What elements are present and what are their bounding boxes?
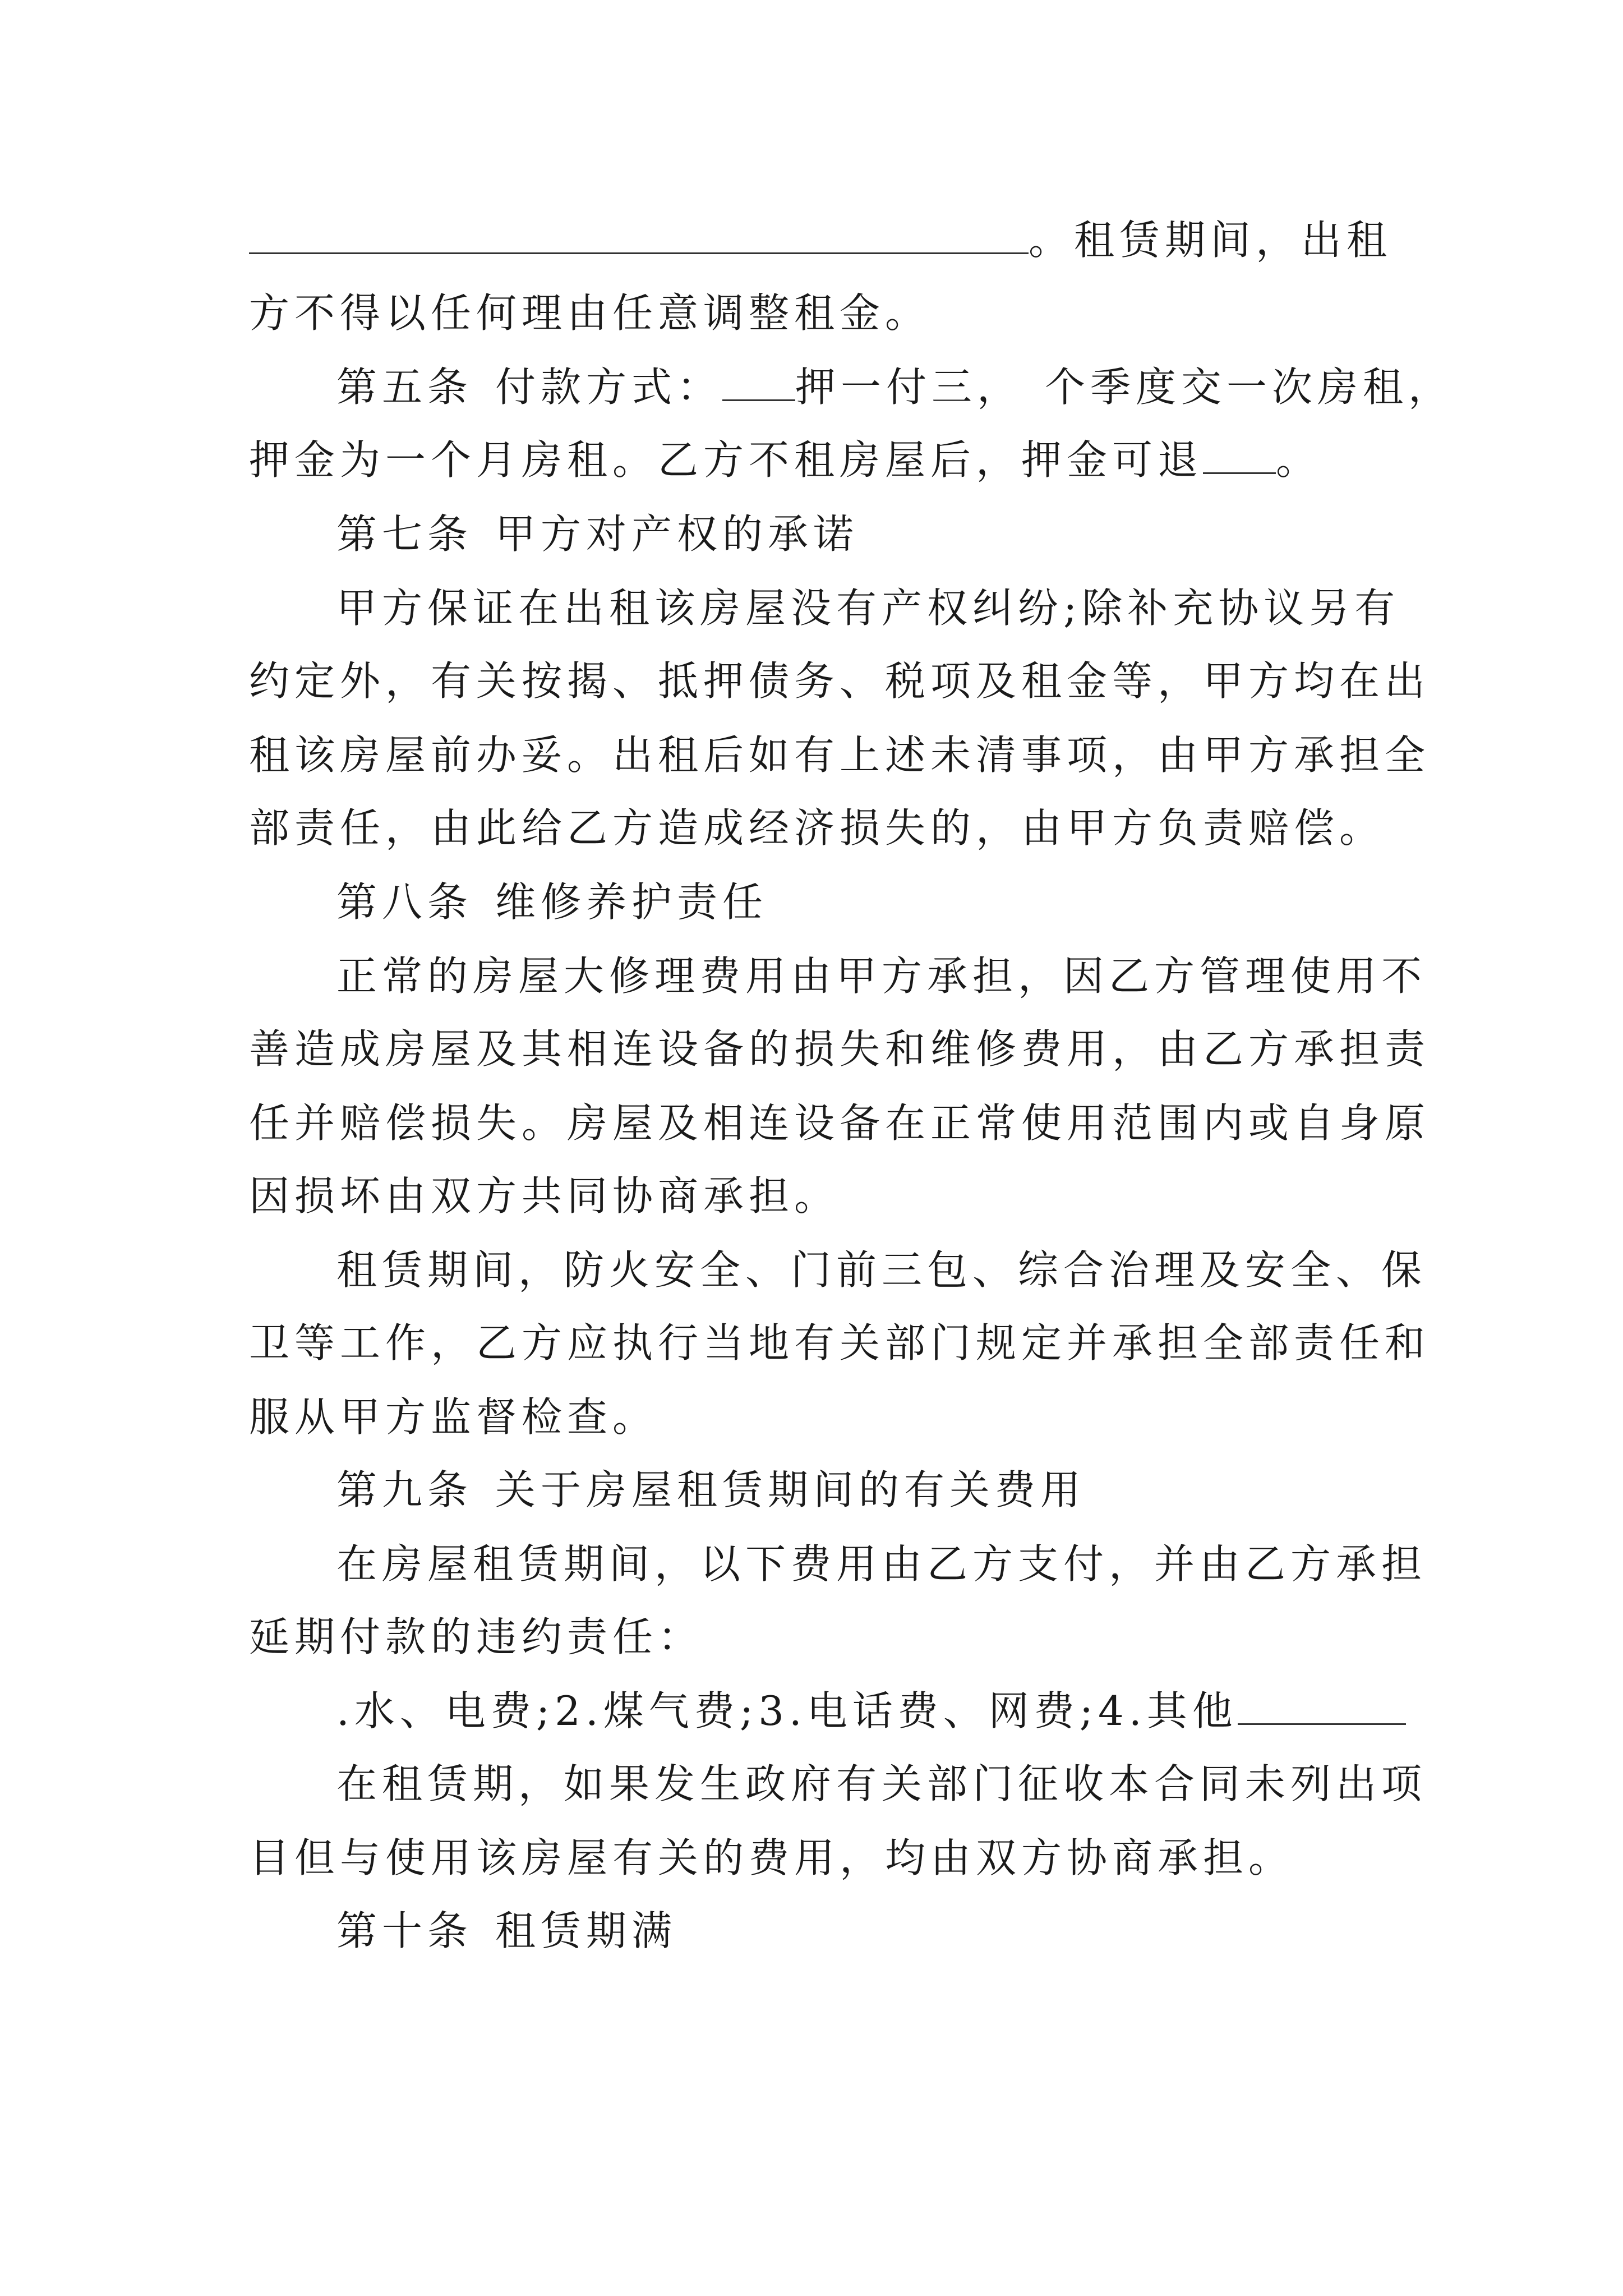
paragraph-line: [249, 1389, 1387, 1445]
paragraph-line: [336, 1536, 1427, 1592]
paragraph-line: [249, 1168, 1387, 1224]
clause-heading-7: [336, 506, 1387, 562]
paragraph-line: [249, 1609, 1387, 1665]
clause-heading-8: [336, 874, 1387, 930]
paragraph-line: [336, 948, 1427, 1004]
line-text: 租该房屋前办妥。出租后如有上述未清事项，由甲方承担全: [249, 731, 1431, 779]
paragraph-line: [249, 800, 1387, 856]
line-text: 在房屋租赁期间，以下费用由乙方支付，并由乙方承担: [336, 1540, 1427, 1588]
clause-heading-9: [336, 1462, 1387, 1518]
paragraph-line: [249, 727, 1431, 783]
clause-number: 第五条: [336, 364, 473, 411]
clause-title: 关于房屋租赁期间的有关费用: [495, 1466, 1086, 1513]
paragraph-line: [249, 1095, 1431, 1151]
clause-heading-5: [336, 359, 1454, 415]
fee-list-line: [336, 1683, 1387, 1739]
line-text: 正常的房屋大修理费用由甲方承担，因乙方管理使用不: [336, 953, 1427, 1000]
clause-title: 甲方对产权的承诺: [495, 510, 859, 558]
line-text: 善造成房屋及其相连设备的损失和维修费用，由乙方承担责: [249, 1025, 1431, 1073]
fill-blank[interactable]: [249, 213, 1029, 254]
clause-number: 第十条: [336, 1907, 473, 1954]
clause-number: 第八条: [336, 878, 473, 926]
line-text: 甲方保证在出租该房屋没有产权纠纷;除补充协议另有: [336, 585, 1400, 632]
line-text: 押金为一个月房租。乙方不租房屋后，押金可退: [249, 436, 1204, 484]
line-text: 。: [1276, 436, 1322, 484]
paragraph-line: [336, 580, 1400, 636]
paragraph-line: [249, 1830, 1387, 1886]
fill-blank[interactable]: [1203, 433, 1276, 474]
paragraph-line: [249, 653, 1431, 709]
line-text: 约定外，有关按揭、抵押债务、税项及租金等，甲方均在出: [249, 657, 1431, 705]
line-text: 服从甲方监督检查。: [249, 1393, 658, 1441]
clause-number: 第七条: [336, 510, 473, 558]
line-text: 押一付三，: [795, 364, 1023, 411]
line-text: 个季度交一次房租，: [1045, 364, 1454, 411]
clause-heading-10: [336, 1903, 1387, 1959]
line-text: 任并赔偿损失。房屋及相连设备在正常使用范围内或自身原: [249, 1099, 1431, 1147]
paragraph-line: [249, 432, 1387, 488]
fill-blank[interactable]: [722, 360, 795, 401]
paragraph-line: [249, 1315, 1431, 1371]
fill-blank[interactable]: [1238, 1684, 1406, 1725]
line-text: 部责任，由此给乙方造成经济损失的，由甲方负责赔偿。: [249, 804, 1385, 852]
paragraph-line: [249, 1021, 1431, 1077]
paragraph-line: [336, 1242, 1427, 1298]
line-text: 付款方式：: [495, 364, 723, 411]
line-text: 延期付款的违约责任：: [249, 1613, 704, 1660]
line-text: 租赁期间，防火安全、门前三包、综合治理及安全、保: [336, 1246, 1427, 1294]
line-text: 目但与使用该房屋有关的费用，均由双方协商承担。: [249, 1834, 1294, 1881]
paragraph-line: [249, 212, 1393, 268]
line-text: 。租赁期间，出租: [1029, 217, 1393, 264]
paragraph-line: [249, 285, 1387, 341]
line-text: .水、电费;2.煤气费;3.电话费、网费;4.其他: [336, 1687, 1238, 1734]
line-text: 在租赁期，如果发生政府有关部门征收本合同未列出项: [336, 1760, 1427, 1807]
clause-title: 维修养护责任: [495, 878, 768, 926]
line-text: 因损坏由双方共同协商承担。: [249, 1172, 840, 1220]
paragraph-line: [336, 1756, 1427, 1812]
line-text: 卫等工作，乙方应执行当地有关部门规定并承担全部责任和: [249, 1319, 1431, 1366]
line-text: 方不得以任何理由任意调整租金。: [249, 289, 931, 337]
clause-number: 第九条: [336, 1466, 473, 1513]
clause-title: 租赁期满: [495, 1907, 677, 1954]
